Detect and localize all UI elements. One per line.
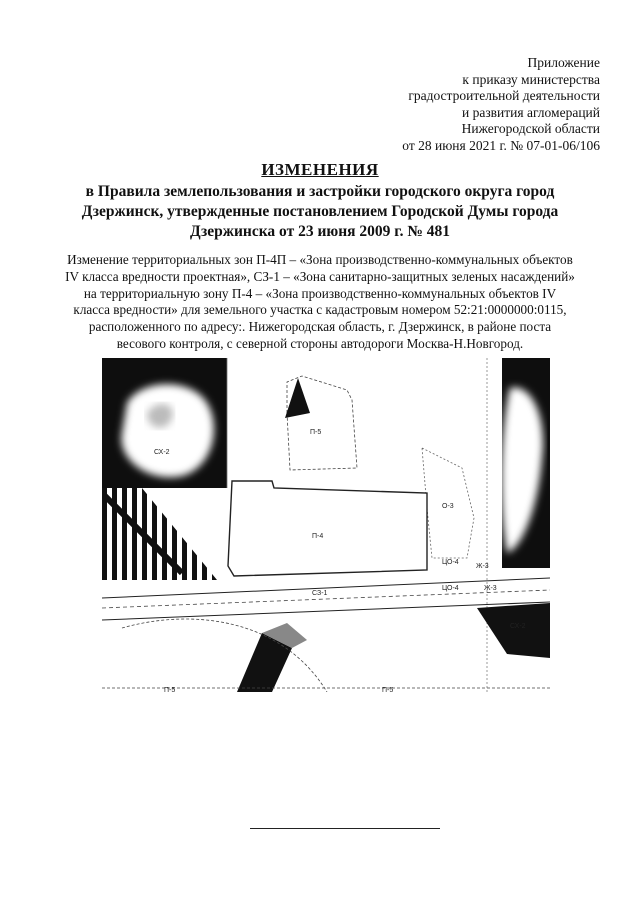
zone-label: П-5 — [164, 687, 176, 692]
zone-label: СХ-2 — [154, 449, 170, 456]
appendix-line: Нижегородской области — [461, 121, 600, 136]
zone-label: СЗ-1 — [312, 590, 328, 597]
right-dark-zone — [501, 358, 550, 568]
zone-label: П-5 — [310, 429, 322, 436]
appendix-line: от 28 июня 2021 г. № 07-01-06/106 — [402, 137, 600, 153]
zone-label: Ж-3 — [476, 563, 489, 570]
body-line: Изменение территориальных зон П-4П – «Зона производственно-коммунальных объектов — [67, 252, 573, 267]
sx2-dark-zone — [102, 358, 227, 488]
subtitle-line: Дзержинск, утвержденные постановлением Городской Думы города — [81, 203, 559, 220]
body-line: весового контроля, с северной стороны автодороги Москва-Н.Новгород. — [116, 335, 524, 351]
body-line: класса вредности» для земельного участка с кадастровым номером 52:21:0000000:0115, — [73, 302, 567, 318]
document-title: ИЗМЕНЕНИЯ — [261, 160, 379, 179]
zone-label: О-3 — [442, 503, 454, 510]
zone-label: П-5 — [382, 687, 394, 692]
zoning-map — [102, 358, 550, 692]
appendix-line: к приказу министерства — [462, 71, 600, 87]
document-subtitle — [70, 182, 570, 242]
appendix-block — [300, 55, 600, 154]
hatched-area — [102, 488, 217, 580]
p4-plot — [228, 481, 427, 576]
body-line: IV класса вредности проектная», СЗ-1 – «Зона санитарно-защитных зеленых насаждений» — [65, 268, 575, 284]
body-line: на территориальную зону П-4 – «Зона производственно-коммунальных объектов IV — [83, 285, 557, 301]
appendix-line: Приложение — [527, 55, 600, 70]
signature-line — [250, 828, 440, 829]
sx2-lower-zone — [477, 603, 550, 658]
body-line: расположенного по адресу:. Нижегородская область, г. Дзержинск, в районе поста — [88, 319, 552, 335]
dark-wedge — [285, 378, 310, 418]
subtitle-line: Дзержинска от 23 июня 2009 г. № 481 — [189, 223, 451, 240]
zone-label: П-4 — [312, 533, 324, 540]
appendix-line: и развития агломераций — [461, 104, 600, 120]
zone-label: Ж-3 — [484, 585, 497, 592]
zone-label: ЦО-4 — [442, 559, 459, 566]
arc-boundary — [122, 619, 327, 692]
zone-label: СХ-2 — [510, 623, 526, 630]
subtitle-line: в Правила землепользования и застройки городского округа город — [85, 183, 555, 200]
zone-label: ЦО-4 — [442, 585, 459, 592]
change-description — [60, 252, 580, 353]
appendix-line: градостроительной деятельности — [408, 88, 600, 103]
